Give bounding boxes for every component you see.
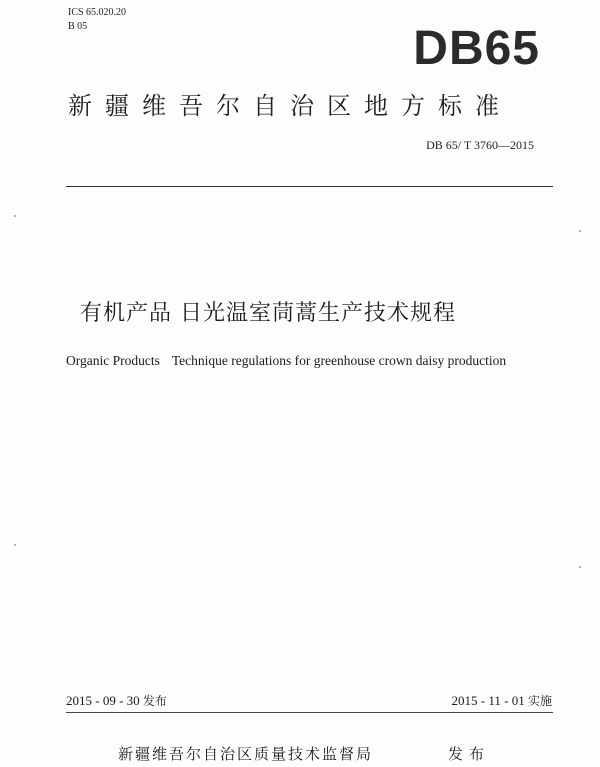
scan-speck: [14, 215, 16, 217]
standard-level-title: 新疆维吾尔自治区地方标准: [68, 92, 512, 120]
implement-date-block: [452, 692, 552, 710]
implement-date: 2015 - 11 - 01: [451, 693, 525, 708]
issue-date: 2015 - 09 - 30: [66, 693, 140, 708]
implement-date-label: 实施: [527, 694, 552, 708]
scan-speck: [579, 230, 581, 232]
header-divider: [66, 186, 553, 187]
standard-mark: DB65: [413, 22, 540, 75]
issue-date-label: 发布: [142, 694, 167, 708]
ccs-code: B 05: [68, 21, 88, 32]
issue-date-block: [66, 692, 167, 710]
scan-speck: [579, 566, 581, 568]
standard-number: DB 65/ T 3760—2015: [426, 138, 534, 152]
scan-speck: [14, 544, 16, 546]
footer-divider: [66, 712, 553, 713]
title-english-part-b: Technique regulations for greenhouse crown daisy production: [171, 353, 507, 368]
ics-code: ICS 65.020.20: [68, 7, 127, 18]
issue-word: 发布: [448, 745, 491, 763]
title-english-part-a: Organic Products: [66, 353, 160, 368]
title-english: [66, 352, 506, 370]
title-chinese: 有机产品 日光温室茼蒿生产技术规程: [80, 301, 456, 326]
issuing-authority: 新疆维吾尔自治区质量技术监督局: [118, 745, 374, 763]
